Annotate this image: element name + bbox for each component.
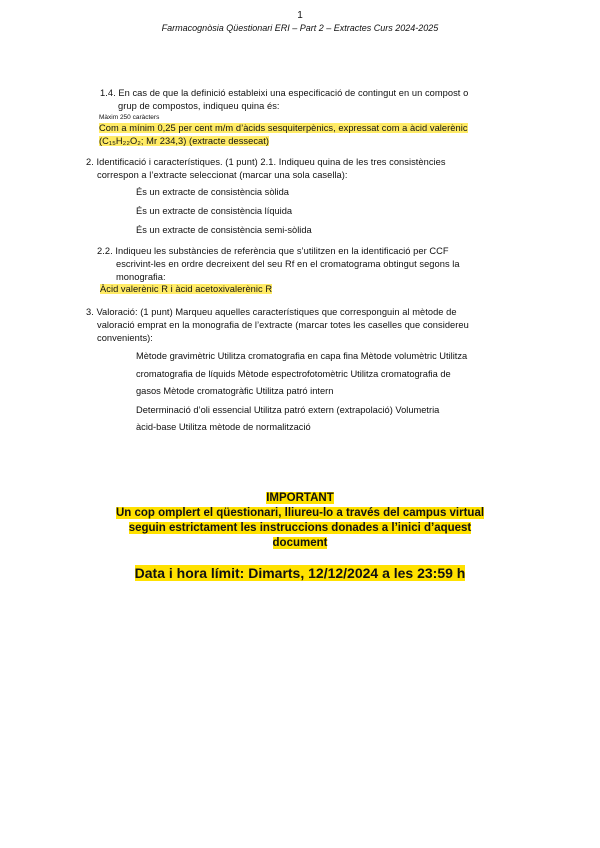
q22-answer-text: Àcid valerènic R i àcid acetoxivalerènic R — [100, 284, 273, 294]
q14-answer-line2[interactable] — [99, 135, 269, 149]
q22-line1: 2.2. Indiqueu les substàncies de referència que s’utilitzen en la identificació per CCF — [97, 246, 449, 256]
valoracio-options-line4[interactable]: Determinació d’oli essencial Utilitza patró extern (extrapolació) Volumetria — [136, 405, 440, 415]
q14-answer-text1: Com a mínim 0,25 per cent m/m d’àcids sesquiterpènics, expressat com a àcid valerènic — [99, 123, 468, 133]
q2-line1: 2. Identificació i característiques. (1 punt) 2.1. Indiqueu quina de les tres consistències — [86, 157, 446, 167]
q3-line3: convenients): — [97, 333, 153, 343]
page-number: 1 — [297, 10, 303, 21]
q22-line2: escrivint-les en ordre decreixent del seu Rf en el cromatograma obtingut segons la — [116, 259, 460, 269]
important-line1: Un cop omplert el qüestionari, lliureu-lo a través del campus virtual — [115, 507, 485, 519]
q22-answer[interactable] — [100, 283, 272, 297]
q14-answer-line1[interactable] — [99, 122, 468, 136]
important-title: IMPORTANT — [266, 492, 334, 504]
q3-line2: valoració emprat en la monografia de l’extracte (marcar totes les caselles que considereu — [97, 320, 469, 330]
page-header: Farmacognòsia Qüestionari ERI – Part 2 – Extractes Curs 2024-2025 — [161, 23, 439, 33]
valoracio-options-line1[interactable]: Mètode gravimètric Utilitza cromatografia en capa fina Mètode volumètric Utilitza — [136, 351, 468, 361]
consistency-option-liquid[interactable]: És un extracte de consistència líquida — [136, 206, 293, 216]
valoracio-options-line5[interactable]: àcid-base Utilitza mètode de normalització — [136, 422, 311, 432]
q14-line2: grup de compostos, indiqueu quina és: — [118, 101, 280, 111]
q14-line1: 1.4. En cas de que la definició estableixi una especificació de contingut en un compost o — [100, 88, 469, 98]
important-line3: document — [272, 537, 328, 549]
q14-answer-text2: (C₁₅H₂₂O₂; Mr 234,3) (extracte dessecat) — [99, 136, 270, 146]
important-line2: seguin estrictament les instruccions donades a l’inici d’aquest — [128, 522, 472, 534]
q3-line1: 3. Valoració: (1 punt) Marqueu aquelles característiques que corresponguin al mètode de — [86, 307, 457, 317]
q2-line2: correspon a l’extracte seleccionat (marcar una sola casella): — [97, 170, 348, 180]
valoracio-options-line2[interactable]: cromatografia de líquids Mètode espectrofotomètric Utilitza cromatografia de — [136, 369, 451, 379]
important-notice — [0, 491, 600, 551]
deadline-text: Data i hora límit: Dimarts, 12/12/2024 a les 23:59 h — [134, 565, 466, 581]
max-chars-note: Màxim 250 caràcters — [99, 114, 160, 121]
valoracio-options-line3[interactable]: gasos Mètode cromatogràfic Utilitza patró intern — [136, 386, 334, 396]
deadline-notice — [0, 565, 600, 581]
consistency-option-semisolid[interactable]: És un extracte de consistència semi-sòlida — [136, 225, 312, 235]
consistency-option-solid[interactable]: És un extracte de consistència sòlida — [136, 187, 289, 197]
q22-line3: monografia: — [116, 272, 166, 282]
